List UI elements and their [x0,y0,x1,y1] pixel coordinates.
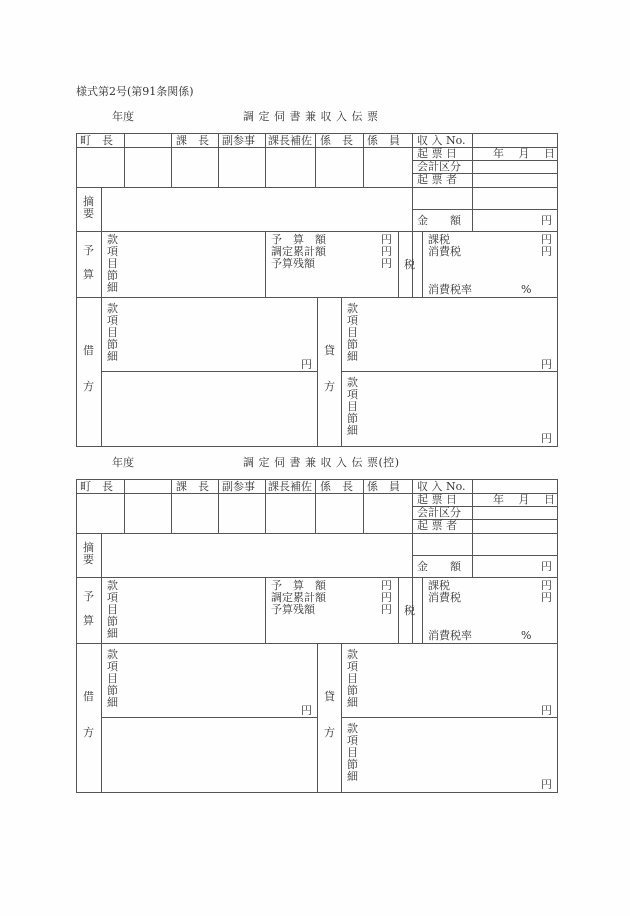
amount-label: 金 額 [417,214,461,227]
budget-label-bottom: 算 [83,268,94,281]
approval-header-2: 課 長 [176,134,209,147]
draft-date-label: 起 票 日 [417,147,457,160]
debit-label-bottom: 方 [83,380,94,393]
credit-yen-2: 円 [541,778,552,791]
taxable-label: 課税 [428,579,450,592]
draft-date-label: 起 票 日 [417,493,457,506]
budget-amount-label: 予 算 額 [271,579,326,592]
fiscal-year-label: 年度 [112,110,134,123]
credit-items-label-1: 款項目節細 [347,302,358,363]
grid-line [557,133,558,447]
tax-rate-label: 消費税率 [428,629,472,642]
amount-yen: 円 [541,214,552,227]
debit-field-1[interactable] [102,298,317,371]
consumption-yen: 円 [541,591,552,604]
taxable-yen: 円 [541,579,552,592]
form-title: 調 定 伺 書 兼 収 入 伝 票(控) [243,456,400,469]
approval-header-3: 副参事 [222,134,255,147]
amount-yen: 円 [541,560,552,573]
grid-line [412,187,558,188]
credit-label-bottom: 方 [324,726,335,739]
tax-rate-label: 消費税率 [428,283,472,296]
approval-header-4: 課長補佐 [268,134,312,147]
approval-header-3: 副参事 [222,480,255,493]
budget-amount-yen: 円 [381,579,392,592]
debit-label-top: 借 [83,690,94,703]
summary-label: 摘要 [83,541,94,566]
form-title: 調 定 伺 書 兼 収 入 伝 票 [243,110,379,123]
draft-date-value: 年 月 日 [493,147,555,160]
budget-amount-yen: 円 [381,233,392,246]
debit-field-2[interactable] [102,718,317,792]
receipt-no-field[interactable] [473,480,557,493]
grid-line [317,643,318,793]
credit-yen-2: 円 [541,432,552,445]
approval-stamp-box[interactable] [172,494,218,532]
receipt-no-label: 収 入 No. [417,134,466,147]
approval-stamp-box[interactable] [125,148,171,186]
grid-line [422,577,423,643]
budget-items-label: 款項目節細 [107,233,118,294]
form-number: 様式第2号(第91条関係) [76,85,194,98]
approval-stamp-box[interactable] [316,494,363,532]
approval-stamp-box[interactable] [77,148,124,186]
budget-remaining-label: 予算残額 [271,603,315,616]
consumption-tax-label: 消費税 [428,245,461,258]
debit-field-1[interactable] [102,644,317,717]
grid-line [398,577,399,643]
taxable-label: 課税 [428,233,450,246]
cumulative-amount-label: 調定累計額 [271,245,326,258]
amount-label: 金 額 [417,560,461,573]
grid-line [412,555,558,556]
credit-field-1[interactable] [342,298,557,371]
tax-rate-percent: % [521,629,532,642]
approval-header-6: 係 員 [367,134,400,147]
drafter-label: 起 票 者 [417,519,457,532]
summary-field[interactable] [102,188,412,231]
budget-items-label: 款項目節細 [107,579,118,640]
budget-amount-label: 予 算 額 [271,233,326,246]
approval-header-2: 課 長 [176,480,209,493]
cumulative-yen: 円 [381,245,392,258]
credit-field-1[interactable] [342,644,557,717]
credit-label-top: 貸 [324,344,335,357]
grid-line [76,231,558,232]
consumption-tax-label: 消費税 [428,591,461,604]
debit-label-top: 借 [83,344,94,357]
grid-line [412,187,413,297]
budget-remaining-label: 予算残額 [271,257,315,270]
approval-header-0: 町 長 [80,134,113,147]
debit-yen: 円 [301,358,312,371]
account-category-field[interactable] [473,161,557,173]
summary-label: 摘要 [83,195,94,220]
account-category-label: 会計区分 [417,506,461,519]
budget-label-top: 予 [83,590,94,603]
tax-label: 税 [404,604,415,617]
remaining-yen: 円 [381,257,392,270]
approval-stamp-box[interactable] [219,494,265,532]
credit-yen-1: 円 [541,704,552,717]
approval-stamp-box[interactable] [316,148,363,186]
grid-line [412,533,558,534]
grid-line [422,231,423,297]
grid-line [557,479,558,793]
approval-stamp-box[interactable] [364,148,412,186]
cumulative-yen: 円 [381,591,392,604]
consumption-yen: 円 [541,245,552,258]
credit-label-top: 貸 [324,690,335,703]
grid-line [412,209,558,210]
credit-yen-1: 円 [541,358,552,371]
taxable-yen: 円 [541,233,552,246]
approval-header-6: 係 員 [367,480,400,493]
approval-stamp-box[interactable] [172,148,218,186]
grid-line [412,533,413,643]
drafter-label: 起 票 者 [417,173,457,186]
grid-line [317,297,318,447]
debit-items-label: 款項目節細 [107,302,118,363]
account-category-label: 会計区分 [417,160,461,173]
credit-items-label-2: 款項目節細 [347,376,358,437]
approval-stamp-box[interactable] [125,494,171,532]
credit-field-2[interactable] [342,718,557,792]
credit-items-label-1: 款項目節細 [347,648,358,709]
receipt-no-label: 収 入 No. [417,480,466,493]
budget-label-bottom: 算 [83,614,94,627]
grid-line [398,231,399,297]
credit-label-bottom: 方 [324,380,335,393]
approval-stamp-box[interactable] [77,494,124,532]
approval-stamp-box[interactable] [364,494,412,532]
approval-stamp-box[interactable] [219,148,265,186]
approval-header-0: 町 長 [80,480,113,493]
approval-header-5: 係 長 [320,134,353,147]
cumulative-amount-label: 調定累計額 [271,591,326,604]
budget-label-top: 予 [83,244,94,257]
drafter-field[interactable] [473,520,557,533]
drafter-field[interactable] [473,174,557,187]
debit-field-2[interactable] [102,372,317,446]
credit-field-2[interactable] [342,372,557,446]
remaining-yen: 円 [381,603,392,616]
approval-header-4: 課長補佐 [268,480,312,493]
grid-line [265,231,266,297]
receipt-no-field[interactable] [473,134,557,147]
tax-label: 税 [404,258,415,271]
draft-date-value: 年 月 日 [493,493,555,506]
debit-items-label: 款項目節細 [107,648,118,709]
approval-stamp-box[interactable] [266,494,315,532]
summary-field[interactable] [102,534,412,577]
account-category-field[interactable] [473,507,557,519]
grid-line [265,577,266,643]
credit-items-label-2: 款項目節細 [347,722,358,783]
grid-line [76,577,558,578]
debit-yen: 円 [301,704,312,717]
tax-rate-percent: % [521,283,532,296]
approval-stamp-box[interactable] [266,148,315,186]
debit-label-bottom: 方 [83,726,94,739]
fiscal-year-label: 年度 [112,456,134,469]
approval-header-5: 係 長 [320,480,353,493]
